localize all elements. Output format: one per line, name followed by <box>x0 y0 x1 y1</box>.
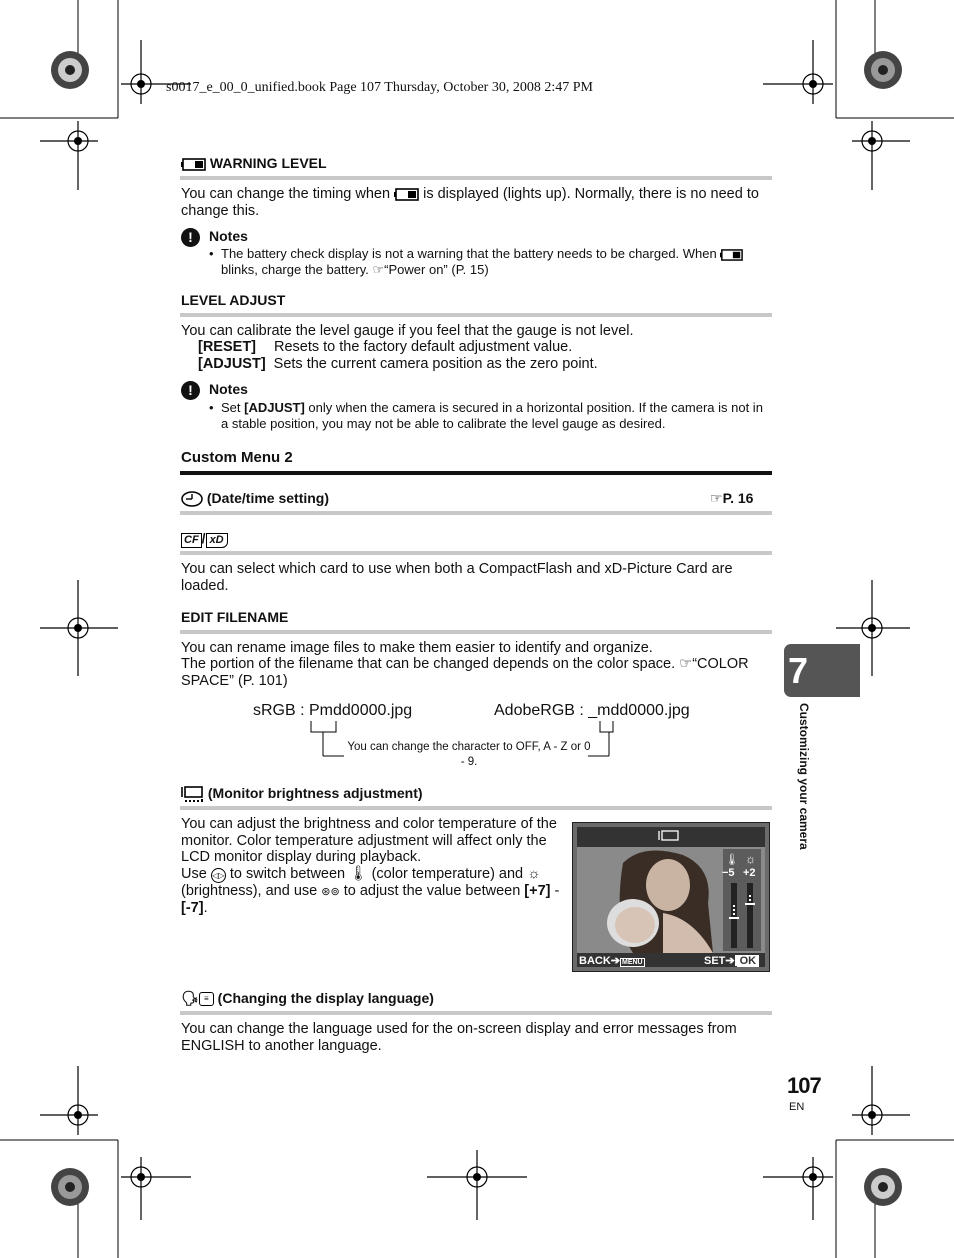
chapter-tab: 7 <box>784 644 860 697</box>
section-rule <box>180 313 772 317</box>
battery-icon <box>181 158 206 171</box>
custom-menu-title: Custom Menu 2 <box>181 449 293 466</box>
warning-level-body: You can change the timing when is displayed (lights up). Normally, there is no need to change this. <box>181 186 759 219</box>
edit-filename-line2: The portion of the filename that can be changed depends on the color space. ☞“COLOR SPACE” (P. 101) <box>181 656 749 689</box>
filename-change-note: You can change the character to OFF, A - Z or 0 - 9. <box>347 741 591 768</box>
srgb-filename: sRGB : Pmdd0000.jpg <box>253 702 413 719</box>
edit-filename-title: EDIT FILENAME <box>181 609 289 625</box>
section-rule <box>180 551 772 555</box>
section-rule <box>180 511 772 515</box>
monitor-body: You can adjust the brightness and color temperature of the monitor. Color temperature adjustment will affect only the LCD monitor display during playback. Use ◁▷ to switch between 🌡 (color temperature) and ☼ (brightness), and use ⊛⊚ to adjust the value between [+7] - [-7]. <box>181 816 560 916</box>
section-rule <box>180 176 772 180</box>
level-adjust-note: • Set [ADJUST] only when the camera is secured in a horizontal position. If the camera is not in a stable position, you may not be able to calibrate the level gauge as desired. <box>209 400 763 431</box>
language-title: 🗣 ≡ (Changing the display language) <box>181 990 434 1006</box>
section-rule <box>180 630 772 634</box>
reference-hand-icon: ☞ <box>372 261 385 277</box>
edit-filename-line1: You can rename image files to make them easier to identify and organize. <box>181 640 653 656</box>
cf-card-icon: CF <box>181 533 202 548</box>
clock-icon <box>181 491 203 507</box>
speaking-head-icon: 🗣 <box>181 990 199 1006</box>
notes-heading: ! Notes <box>181 381 248 400</box>
card-body: You can select which card to use when both a CompactFlash and xD-Picture Card are loaded. <box>181 561 733 594</box>
section-rule <box>180 1011 772 1015</box>
arrow-pad-left-right-icon: ◁▷ <box>211 868 226 883</box>
language-code: EN <box>789 1101 805 1113</box>
list-icon: ≡ <box>199 992 214 1006</box>
arrow-pad-up-down-icon: ⊛⊚ <box>321 885 340 898</box>
notes-heading: ! Notes <box>181 228 248 247</box>
reset-row: [RESET] Resets to the factory default adjustment value. <box>198 339 573 355</box>
page-number: 107 <box>787 1073 821 1098</box>
reference-hand-icon: ☞ <box>710 490 723 506</box>
book-header: s0017_e_00_0_unified.book Page 107 Thursday, October 30, 2008 2:47 PM <box>166 80 593 95</box>
lcd-back-label: BACK➔ MENU <box>579 955 643 967</box>
lcd-screen-illustration <box>572 822 770 972</box>
lcd-photo <box>573 823 769 971</box>
lcd-left-value: −5 <box>722 867 735 879</box>
heavy-rule <box>180 471 772 475</box>
adobergb-filename: AdobeRGB : _mdd0000.jpg <box>494 702 690 719</box>
sun-icon: ☼ <box>527 865 541 882</box>
reference-hand-icon: ☞ <box>679 656 693 672</box>
warning-note: • The battery check display is not a warning that the battery needs to be charged. When blinks, charge the battery. ☞“Power on” (P. 15) <box>209 246 771 277</box>
level-adjust-body: You can calibrate the level gauge if you feel that the gauge is not level. <box>181 323 634 339</box>
monitor-title: (Monitor brightness adjustment) <box>181 785 423 803</box>
battery-icon <box>720 249 743 261</box>
level-adjust-title: LEVEL ADJUST <box>181 292 286 308</box>
battery-icon <box>394 188 419 201</box>
warning-level-title: WARNING LEVEL <box>181 155 327 171</box>
date-time-ref[interactable]: ☞P. 16 <box>710 490 754 506</box>
lcd-thermometer-icon: 🌡 <box>725 854 739 866</box>
exclamation-icon: ! <box>181 381 200 400</box>
lcd-sun-icon: ☼ <box>745 852 756 866</box>
section-rule <box>180 806 772 810</box>
card-title: CF / xD <box>181 530 228 548</box>
thermometer-icon: 🌡 <box>349 865 368 882</box>
monitor-brightness-icon <box>181 786 204 803</box>
chapter-side-label-wrap <box>797 703 811 883</box>
lcd-set-label: SET➔ OK <box>704 954 759 967</box>
power-on-link[interactable]: “Power on” (P. 15) <box>384 261 489 277</box>
lcd-right-value: +2 <box>743 867 756 879</box>
chapter-side-label: Customizing your camera <box>797 703 811 850</box>
exclamation-icon: ! <box>181 228 200 247</box>
xd-card-icon: xD <box>206 533 228 548</box>
color-space-link[interactable]: “COLOR SPACE” (P. 101) <box>181 656 749 689</box>
adjust-row: [ADJUST] Sets the current camera position as the zero point. <box>198 356 598 372</box>
date-time-title: (Date/time setting) <box>181 490 329 507</box>
language-body: You can change the language used for the on-screen display and error messages from ENGLISH to another language. <box>181 1021 737 1054</box>
